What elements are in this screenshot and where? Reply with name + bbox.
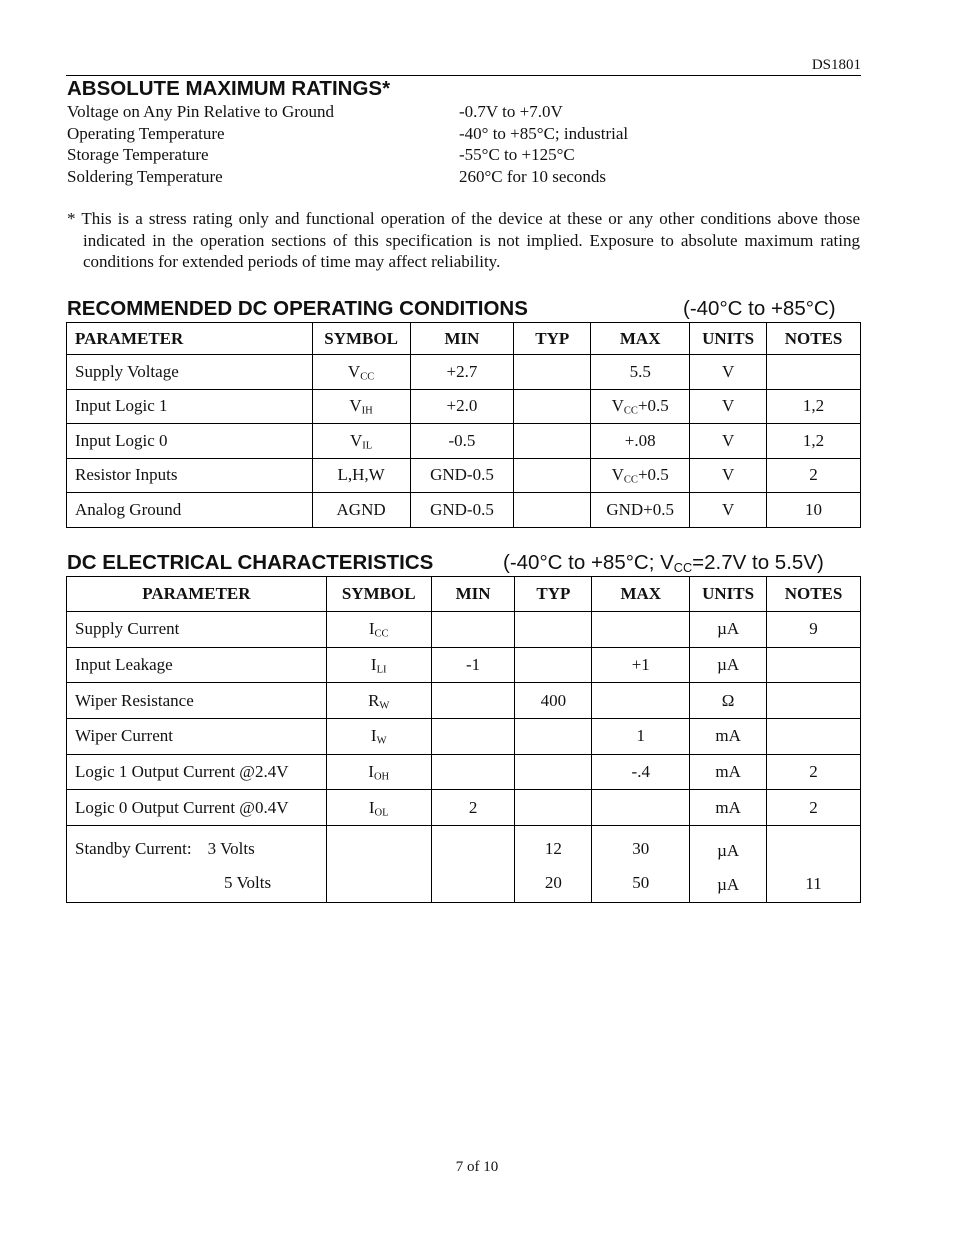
symbol-main: GND+0.5	[606, 499, 675, 519]
typ-cell	[515, 719, 592, 755]
header-rule	[66, 75, 861, 76]
symbol-main: 5.5	[629, 361, 651, 381]
notes-cell: 9	[767, 612, 861, 648]
units-cell: V	[690, 424, 767, 459]
dce-title: DC ELECTRICAL CHARACTERISTICS	[67, 551, 434, 574]
param-cell: Analog Ground	[67, 493, 313, 528]
symbol-cell	[326, 719, 431, 755]
min-cell: +2.0	[410, 389, 514, 424]
units-cell: Ω	[690, 683, 767, 719]
amr-list	[67, 101, 867, 187]
standby-param: Standby Current:	[75, 839, 192, 859]
param-cell: Logic 1 Output Current @2.4V	[67, 754, 327, 790]
dce-standby-row	[67, 826, 861, 903]
param-cell: Input Logic 1	[67, 389, 313, 424]
param-cell: Supply Current	[67, 612, 327, 648]
symbol-subscript: OL	[374, 807, 389, 819]
notes-cell: 10	[767, 493, 861, 528]
standby-max	[592, 826, 690, 903]
table-row	[67, 493, 861, 528]
symbol-cell	[312, 355, 410, 390]
symbol-main: +.08	[624, 430, 656, 450]
standby-notes: 11	[767, 826, 861, 903]
table-row	[67, 719, 861, 755]
notes-cell	[767, 355, 861, 390]
typ-cell	[514, 355, 591, 390]
table-row	[67, 389, 861, 424]
units-cell: V	[690, 458, 767, 493]
dce-condition	[503, 551, 824, 575]
dce-header-typ: TYP	[515, 577, 592, 612]
notes-cell: 1,2	[767, 424, 861, 459]
typ-cell	[515, 754, 592, 790]
dce-header-max: MAX	[592, 577, 690, 612]
symbol-cell	[312, 458, 410, 493]
standby-symbol	[326, 826, 431, 903]
param-cell: Input Logic 0	[67, 424, 313, 459]
units-cell: V	[690, 355, 767, 390]
rdc-header-max: MAX	[591, 323, 690, 355]
max-cell: +1	[592, 647, 690, 683]
notes-cell: 2	[767, 790, 861, 826]
max-cell	[591, 493, 690, 528]
symbol-cell	[326, 754, 431, 790]
amr-item-label: Storage Temperature	[67, 145, 209, 164]
notes-cell: 1,2	[767, 389, 861, 424]
standby-max-5v: 50	[632, 873, 650, 893]
units-cell: µA	[690, 612, 767, 648]
amr-title: ABSOLUTE MAXIMUM RATINGS*	[67, 77, 391, 100]
symbol-subscript: W	[376, 736, 387, 748]
standby-units-3v: µA	[717, 841, 740, 861]
symbol-main: R	[368, 690, 380, 710]
amr-item	[67, 123, 867, 145]
notes-cell	[767, 719, 861, 755]
max-cell: -.4	[592, 754, 690, 790]
notes-cell: 2	[767, 754, 861, 790]
table-row	[67, 683, 861, 719]
dce-header-symbol: SYMBOL	[326, 577, 431, 612]
symbol-main: I	[368, 797, 375, 817]
amr-item	[67, 144, 867, 166]
symbol-main: V	[347, 361, 361, 381]
min-cell	[431, 612, 515, 648]
amr-item	[67, 166, 867, 188]
symbol-main: I	[370, 726, 377, 746]
symbol-cell	[312, 389, 410, 424]
symbol-tail: +0.5	[637, 396, 669, 416]
symbol-cell	[312, 424, 410, 459]
min-cell: +2.7	[410, 355, 514, 390]
dce-header-notes: NOTES	[767, 577, 861, 612]
amr-item-label: Operating Temperature	[67, 123, 225, 143]
typ-cell	[515, 612, 592, 648]
symbol-subscript: CC	[623, 405, 638, 417]
min-cell: GND-0.5	[410, 493, 514, 528]
standby-3v: 3 Volts	[207, 839, 255, 859]
symbol-main: I	[368, 619, 375, 639]
symbol-main: AGND	[336, 499, 386, 519]
symbol-main: V	[349, 430, 363, 450]
amr-item-value: -0.7V to +7.0V	[459, 102, 563, 121]
min-cell	[431, 754, 515, 790]
notes-cell	[767, 683, 861, 719]
param-cell: Wiper Resistance	[67, 683, 327, 719]
standby-units	[690, 826, 767, 903]
dce-header-row	[67, 577, 861, 612]
rdc-header-notes: NOTES	[767, 323, 861, 355]
dce-condition-pre: (-40°C to +85°C; V	[503, 551, 674, 574]
param-cell: Input Leakage	[67, 647, 327, 683]
symbol-main: V	[611, 465, 624, 485]
rdc-header-row	[67, 323, 861, 355]
dce-header-units: UNITS	[690, 577, 767, 612]
param-cell: Supply Voltage	[67, 355, 313, 390]
notes-cell: 2	[767, 458, 861, 493]
typ-cell	[514, 424, 591, 459]
min-cell	[431, 683, 515, 719]
dce-condition-post: =2.7V to 5.5V)	[692, 551, 824, 574]
max-cell	[591, 458, 690, 493]
units-cell: mA	[690, 790, 767, 826]
typ-cell	[514, 493, 591, 528]
symbol-main: I	[370, 655, 377, 675]
max-cell	[591, 389, 690, 424]
table-row	[67, 754, 861, 790]
symbol-main: V	[611, 396, 624, 416]
table-row	[67, 458, 861, 493]
symbol-cell	[326, 647, 431, 683]
table-row	[67, 790, 861, 826]
min-cell: 2	[431, 790, 515, 826]
min-cell: -1	[431, 647, 515, 683]
symbol-subscript: IH	[361, 405, 373, 417]
amr-item	[67, 101, 867, 123]
table-row	[67, 612, 861, 648]
amr-item-value: -55°C to +125°C	[459, 145, 575, 164]
amr-item-label: Soldering Temperature	[67, 166, 223, 186]
symbol-subscript: IL	[362, 440, 373, 452]
symbol-cell	[312, 493, 410, 528]
symbol-main: I	[368, 762, 374, 782]
document-id: DS1801	[811, 57, 861, 73]
min-cell: -0.5	[410, 424, 514, 459]
dce-condition-sub: CC	[673, 560, 693, 576]
typ-cell	[515, 790, 592, 826]
max-cell	[591, 424, 690, 459]
standby-typ	[515, 826, 592, 903]
standby-max-3v: 30	[632, 839, 650, 859]
standby-param-cell	[67, 826, 327, 903]
typ-cell	[514, 389, 591, 424]
symbol-cell	[326, 612, 431, 648]
dce-header-parameter: PARAMETER	[67, 577, 327, 612]
rdc-header-units: UNITS	[690, 323, 767, 355]
rdc-header-parameter: PARAMETER	[67, 323, 313, 355]
symbol-subscript: LI	[376, 664, 387, 676]
standby-typ-5v: 20	[544, 873, 562, 893]
min-cell: GND-0.5	[410, 458, 514, 493]
symbol-cell	[326, 683, 431, 719]
max-cell	[592, 612, 690, 648]
rdc-header-min: MIN	[410, 323, 514, 355]
units-cell: V	[690, 493, 767, 528]
amr-item-value: -40° to +85°C; industrial	[459, 123, 629, 143]
rdc-table	[66, 322, 861, 528]
typ-cell	[514, 458, 591, 493]
symbol-subscript: CC	[374, 628, 389, 640]
symbol-main: L,H,W	[337, 465, 385, 485]
max-cell	[592, 683, 690, 719]
max-cell	[592, 790, 690, 826]
rdc-title: RECOMMENDED DC OPERATING CONDITIONS	[67, 297, 528, 320]
units-cell: mA	[690, 754, 767, 790]
amr-footnote: * This is a stress rating only and functional operation of the device at these or any other conditions above those indicated in the operation sections of this specification is not implied. Exposure to absolute maximum rating conditions for extended periods of time may affect reliability.	[67, 209, 860, 271]
typ-cell	[515, 647, 592, 683]
symbol-subscript: CC	[623, 474, 638, 486]
dce-table	[66, 576, 861, 903]
param-cell: Logic 0 Output Current @0.4V	[67, 790, 327, 826]
symbol-subscript: CC	[360, 371, 375, 383]
max-cell: 1	[592, 719, 690, 755]
symbol-cell	[326, 790, 431, 826]
units-cell: V	[690, 389, 767, 424]
standby-typ-3v: 12	[544, 839, 562, 859]
dce-header-min: MIN	[431, 577, 515, 612]
symbol-subscript: OH	[373, 771, 390, 783]
typ-cell: 400	[515, 683, 592, 719]
units-cell: µA	[690, 647, 767, 683]
amr-item-label: Voltage on Any Pin Relative to Ground	[67, 102, 334, 121]
table-row	[67, 424, 861, 459]
param-cell: Resistor Inputs	[67, 458, 313, 493]
rdc-condition: (-40°C to +85°C)	[683, 297, 836, 320]
param-cell: Wiper Current	[67, 719, 327, 755]
symbol-tail: +0.5	[637, 465, 669, 485]
standby-5v: 5 Volts	[224, 873, 272, 893]
symbol-subscript: W	[379, 700, 390, 712]
table-row	[67, 355, 861, 390]
symbol-main: V	[349, 396, 362, 416]
standby-min	[431, 826, 515, 903]
amr-item-value: 260°C for 10 seconds	[459, 166, 607, 186]
units-cell: mA	[690, 719, 767, 755]
min-cell	[431, 719, 515, 755]
page-number: 7 of 10	[455, 1159, 499, 1175]
standby-units-5v: µA	[717, 875, 740, 895]
table-row	[67, 647, 861, 683]
rdc-header-symbol: SYMBOL	[312, 323, 410, 355]
notes-cell	[767, 647, 861, 683]
max-cell	[591, 355, 690, 390]
rdc-header-typ: TYP	[514, 323, 591, 355]
